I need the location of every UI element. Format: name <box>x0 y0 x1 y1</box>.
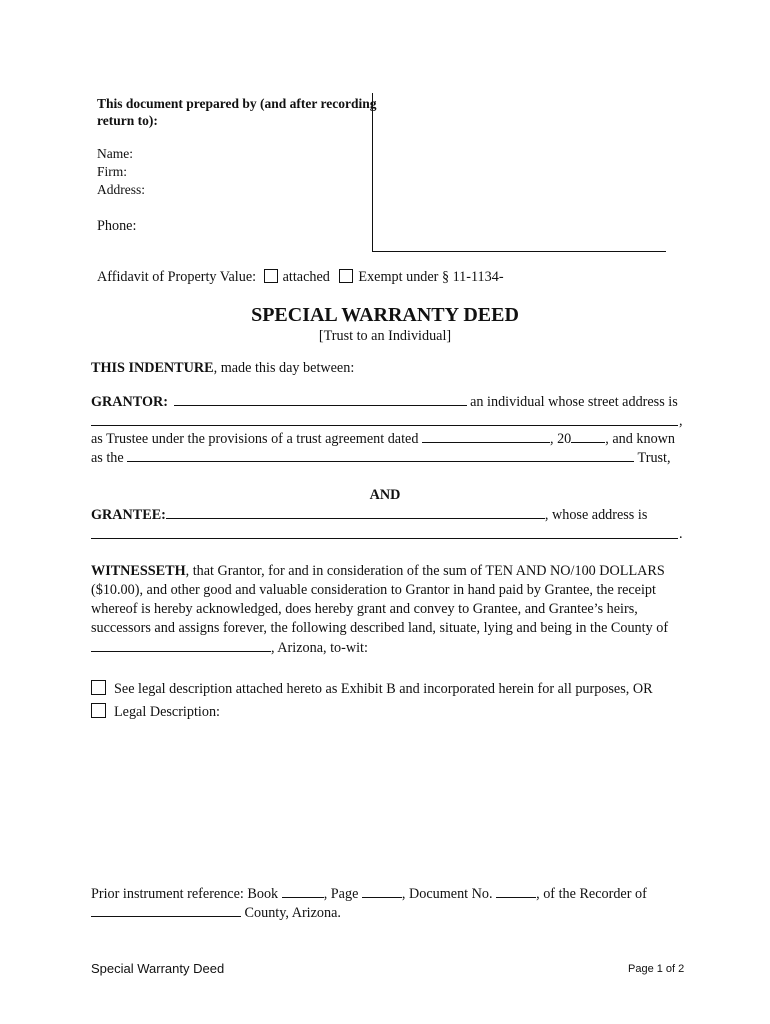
grantor-label: GRANTOR: <box>91 394 168 410</box>
legal-option <box>91 703 220 721</box>
firm-label: Firm: <box>97 164 128 179</box>
affidavit-label: Affidavit of Property Value: <box>97 269 257 285</box>
grantee-suffix: , whose address is <box>544 507 648 523</box>
page-blank[interactable] <box>362 885 402 898</box>
known-suffix: , and known <box>605 431 675 447</box>
witnesseth-text1: , that Grantor, for and in consideration of the sum of TEN AND NO/100 DOLLARS <box>185 563 665 579</box>
document-subtitle: [Trust to an Individual] <box>318 328 452 344</box>
indenture-rest: , made this day between: <box>213 360 355 376</box>
affidavit-row <box>97 269 504 286</box>
witnesseth-bold: WITNESSETH <box>91 563 186 579</box>
period-mark: . <box>679 526 683 542</box>
witnesseth-line1 <box>91 563 665 580</box>
trust-date-blank[interactable] <box>422 430 550 443</box>
witnesseth-line3: whereof is hereby acknowledged, does hereby grant and convey to Grantee, and Grantee’s heirs, <box>91 601 638 617</box>
exempt-checkbox[interactable] <box>339 269 353 283</box>
witnesseth-line4: successors and assigns forever, the following described land, situate, lying and being in the County of <box>91 620 669 636</box>
grantee-label: GRANTEE: <box>91 507 166 523</box>
grantee-address-blank[interactable] <box>91 538 678 539</box>
exhibit-option <box>91 680 653 698</box>
page-number: Page 1 of 2 <box>628 963 685 975</box>
and-label: AND <box>369 487 401 503</box>
trust-name-blank[interactable] <box>127 449 634 462</box>
prior-reference-prefix: Prior instrument reference: Book <box>91 886 279 902</box>
exempt-label: Exempt under § 11-1134- <box>358 269 504 285</box>
book-blank[interactable] <box>282 885 324 898</box>
exhibit-checkbox[interactable] <box>91 680 106 695</box>
exhibit-label: See legal description attached hereto as Exhibit B and incorporated herein for all purposes, OR <box>114 681 653 697</box>
witnesseth-line2: ($10.00), and other good and valuable consideration to Grantor in hand paid by Grantee, the receipt <box>91 582 656 598</box>
footer-title: Special Warranty Deed <box>91 961 225 976</box>
indenture-line <box>91 360 354 377</box>
name-label: Name: <box>97 146 133 161</box>
comma-mark: , <box>679 413 683 429</box>
grantee-line <box>91 506 647 524</box>
page-label: , Page <box>323 886 359 902</box>
prepared-by-heading-line2: return to): <box>97 113 158 128</box>
witnesseth-line5 <box>91 639 368 657</box>
recorder-county-blank[interactable] <box>91 904 241 917</box>
recording-box-left-border <box>372 93 373 251</box>
witnesseth-text5: , Arizona, to-wit: <box>271 640 368 656</box>
legal-description-label: Legal Description: <box>114 704 220 720</box>
document-title: SPECIAL WARRANTY DEED <box>251 304 519 326</box>
grantor-suffix: an individual whose street address is <box>470 394 678 410</box>
trustee-line <box>91 430 675 448</box>
as-the-label: as the <box>91 450 124 466</box>
trustee-text: as Trustee under the provisions of a trust agreement dated <box>91 431 419 447</box>
county-suffix: County, Arizona. <box>244 905 341 921</box>
phone-label: Phone: <box>97 218 137 234</box>
county-blank[interactable] <box>91 639 271 652</box>
address-label: Address: <box>97 182 145 197</box>
grantor-address-blank[interactable] <box>91 425 678 426</box>
document-number-blank[interactable] <box>496 885 536 898</box>
trust-suffix: Trust, <box>637 450 671 466</box>
legal-description-checkbox[interactable] <box>91 703 106 718</box>
trust-year-blank[interactable] <box>571 430 605 443</box>
grantor-name-blank[interactable] <box>174 393 467 406</box>
recorder-label: , of the Recorder of <box>536 886 647 902</box>
recording-box-bottom-border <box>372 251 666 252</box>
trust-name-line <box>91 449 671 467</box>
document-label: , Document No. <box>401 886 493 902</box>
grantee-name-blank[interactable] <box>166 506 545 519</box>
prepared-by-heading-line1: This document prepared by (and after recording <box>97 96 377 111</box>
prior-reference-line2 <box>91 904 341 922</box>
prior-reference-line1 <box>91 885 647 903</box>
attached-checkbox[interactable] <box>264 269 278 283</box>
attached-label: attached <box>282 269 330 285</box>
grantor-line <box>91 393 678 411</box>
indenture-bold: THIS INDENTURE <box>91 360 214 376</box>
year-prefix: , 20 <box>549 431 572 447</box>
